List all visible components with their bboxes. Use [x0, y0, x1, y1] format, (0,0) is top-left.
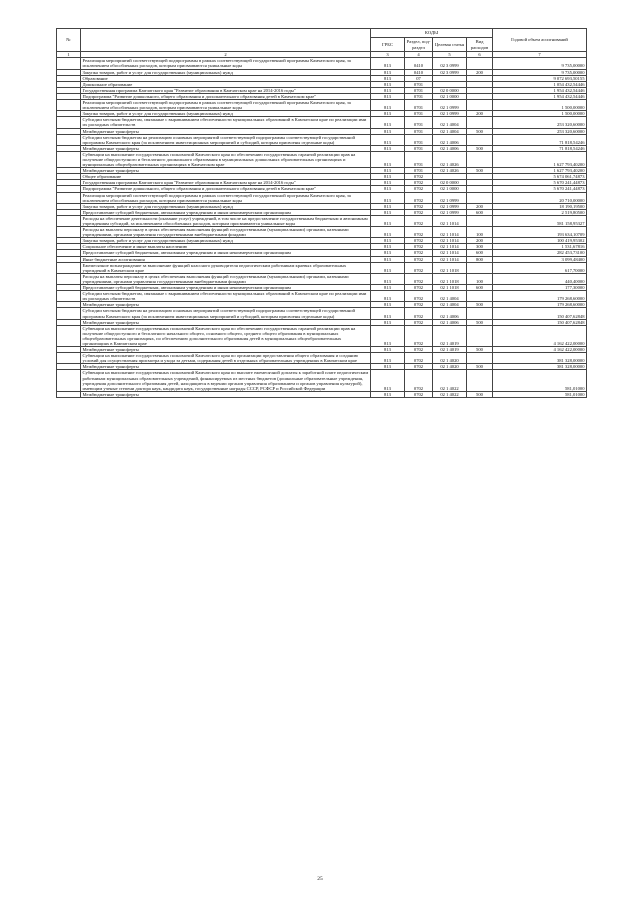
row-sum: 253 320,60000: [493, 117, 587, 128]
row-vid: 100: [467, 273, 493, 284]
row-sum: 381 328,00000: [493, 364, 587, 370]
row-sum: 179 268,60000: [493, 302, 587, 308]
row-text: Расходы на обеспечение деятельности (оказание услуг) учреждений, в том числе на предоставление государственным бюджетным и автономным учреждениям субсидий, за исключением обособленных расходов, которым присваиваются уникальные коды: [81, 215, 371, 226]
header-grbs: ГРБС: [371, 38, 405, 52]
row-grbs: 813: [371, 291, 405, 302]
row-text: Межбюджетные трансферты: [81, 128, 371, 134]
row-text: Ежемесячное вознаграждение за выполнение функций классного руководителя педагогическим работникам краевых образовательных учреждений в Камчатском крае: [81, 262, 371, 273]
row-grbs: 813: [371, 58, 405, 69]
row-num: [57, 192, 81, 203]
row-text: Закупка товаров, работ и услуг для государственных (муниципальных) нужд: [81, 111, 371, 117]
row-cs: 02 1 0000: [433, 186, 467, 192]
row-razdel: 0701: [405, 128, 433, 134]
row-vid: 100: [467, 227, 493, 238]
row-vid: 500: [467, 364, 493, 370]
row-grbs: 813: [371, 180, 405, 186]
table-row: [57, 117, 587, 128]
row-razdel: 0702: [405, 238, 433, 244]
document-page: [56, 28, 586, 398]
row-grbs: 813: [371, 168, 405, 174]
row-grbs: 813: [371, 111, 405, 117]
row-sum: 150 407,62848: [493, 319, 587, 325]
row-vid: 500: [467, 128, 493, 134]
row-sum: 617,70000: [493, 262, 587, 273]
row-text: Межбюджетные трансферты: [81, 391, 371, 397]
row-cs: 02 1 0999: [433, 209, 467, 215]
row-text: Субсидии местным бюджетам на реализацию основных мероприятий соответствующей подпрограммы соответствующей государственной программы Камчатского края (за исключением инвестиционных мероприятий и субсидий, которым присвоены отдельные коды): [81, 308, 371, 319]
row-cs: 02 1 4006: [433, 308, 467, 319]
row-razdel: 0702: [405, 273, 433, 284]
row-text: Межбюджетные трансферты: [81, 347, 371, 353]
row-razdel: 0702: [405, 244, 433, 250]
row-grbs: 813: [371, 186, 405, 192]
row-cs: 02 1 4006: [433, 319, 467, 325]
row-sum: 1 627 793,40200: [493, 168, 587, 174]
row-text: Подпрограмма "Развитие дошкольного, общего образования и дополнительного образования детей в Камчатском крае": [81, 186, 371, 192]
row-sum: 4 162 422,00000: [493, 325, 587, 346]
row-sum: 1 500,00000: [493, 100, 587, 111]
row-vid: 500: [467, 302, 493, 308]
row-vid: 600: [467, 209, 493, 215]
row-sum: 581,01000: [493, 391, 587, 397]
row-text: Субсидии местным бюджетам, связанные с выравниванием обеспеченности муниципальных образований в Камчатском крае по реализации ими их расходных обязательств: [81, 291, 371, 302]
row-text: Закупка товаров, работ и услуг для государственных (муниципальных) нужд: [81, 69, 371, 75]
row-text: Подпрограмма "Развитие дошкольного, общего образования и дополнительного образования детей в Камчатском крае": [81, 93, 371, 99]
row-cs: 02 1 4019: [433, 347, 467, 353]
row-text: Предоставление субсидий бюджетным, автономным учреждениям и иным некоммерческим организациям: [81, 209, 371, 215]
row-text: Дошкольное образование: [81, 81, 371, 87]
row-grbs: 813: [371, 319, 405, 325]
row-sum: 193 634,10709: [493, 227, 587, 238]
row-vid: 500: [467, 347, 493, 353]
row-cs: 02 1 4020: [433, 353, 467, 364]
row-razdel: 0701: [405, 168, 433, 174]
header-cs: Целевая статья: [433, 38, 467, 52]
row-sum: 1 531,67816: [493, 244, 587, 250]
row-grbs: 813: [371, 391, 405, 397]
row-sum: 581 158,95327: [493, 215, 587, 226]
col-number: 5: [433, 52, 467, 58]
row-num: [57, 215, 81, 226]
row-sum: 9 735,00000: [493, 69, 587, 75]
row-sum: 1 627 793,40200: [493, 151, 587, 167]
row-cs: 02 3 0999: [433, 58, 467, 69]
row-sum: 100 419,95302: [493, 238, 587, 244]
row-sum: 9 735,00000: [493, 58, 587, 69]
row-grbs: 813: [371, 364, 405, 370]
row-razdel: 0702: [405, 262, 433, 273]
row-text: Межбюджетные трансферты: [81, 302, 371, 308]
row-razdel: 0702: [405, 227, 433, 238]
row-razdel: 07: [405, 75, 433, 81]
row-grbs: 813: [371, 273, 405, 284]
row-grbs: 813: [371, 308, 405, 319]
row-text: Государственная программа Камчатского края "Развитие образования в Камчатском крае на 2014-2016 годы": [81, 180, 371, 186]
row-grbs: 813: [371, 174, 405, 180]
row-text: Межбюджетные трансферты: [81, 364, 371, 370]
row-razdel: 0701: [405, 93, 433, 99]
row-cs: 02 1 1014: [433, 215, 467, 226]
col-number: 4: [405, 52, 433, 58]
header-name: [81, 29, 371, 52]
row-grbs: 813: [371, 100, 405, 111]
row-cs: 02 1 1014: [433, 244, 467, 250]
row-vid: [467, 134, 493, 145]
row-cs: 02 1 4004: [433, 302, 467, 308]
row-razdel: 0701: [405, 145, 433, 151]
row-text: Межбюджетные трансферты: [81, 319, 371, 325]
row-cs: 02 1 4020: [433, 364, 467, 370]
row-razdel: 0701: [405, 111, 433, 117]
row-grbs: 813: [371, 325, 405, 346]
row-grbs: 813: [371, 209, 405, 215]
row-num: [57, 227, 81, 238]
row-sum: 5 670 241,44873: [493, 186, 587, 192]
row-cs: 02 0 0000: [433, 87, 467, 93]
row-razdel: 0702: [405, 174, 433, 180]
row-text: Субвенции на выполнение государственных полномочий Камчатского края по обеспечению государственных гарантий реализации прав на получение общедоступного и бесплатного начального общего, основного общего, среднего общего образования в муниципальных общеобразовательных организациях, по обеспечению дополнительного образования детей в муниципальных общеобразовательных организациях в Камчатском крае: [81, 325, 371, 346]
row-cs: 02 1 0999: [433, 100, 467, 111]
row-num: [57, 273, 81, 284]
row-sum: 282 453,73100: [493, 250, 587, 256]
row-grbs: 813: [371, 302, 405, 308]
row-grbs: 813: [371, 227, 405, 238]
row-text: Субсидии местным бюджетам, связанные с выравниванием обеспеченности муниципальных образований в Камчатском крае по реализации ими их расходных обязательств: [81, 117, 371, 128]
row-razdel: 0702: [405, 370, 433, 391]
row-cs: 02 1 4004: [433, 291, 467, 302]
row-grbs: 813: [371, 93, 405, 99]
row-razdel: 0702: [405, 391, 433, 397]
row-cs: 02 1 4004: [433, 117, 467, 128]
row-cs: 02 1 1014: [433, 227, 467, 238]
row-razdel: 0702: [405, 250, 433, 256]
row-vid: [467, 151, 493, 167]
row-sum: 5 674 061,74873: [493, 174, 587, 180]
table-row: [57, 58, 587, 69]
row-vid: 500: [467, 168, 493, 174]
row-cs: 02 1 1014: [433, 250, 467, 256]
table-row: [57, 291, 587, 302]
row-cs: 02 1 4004: [433, 128, 467, 134]
row-vid: 500: [467, 145, 493, 151]
row-cs: 02 1 0999: [433, 203, 467, 209]
row-text: Иные бюджетные ассигнования: [81, 256, 371, 262]
row-vid: [467, 370, 493, 391]
row-cs: 02 1 1014: [433, 256, 467, 262]
row-sum: 440,40000: [493, 273, 587, 284]
row-vid: 300: [467, 244, 493, 250]
row-num: [57, 370, 81, 391]
row-grbs: 813: [371, 256, 405, 262]
row-cs: 02 1 0000: [433, 93, 467, 99]
row-razdel: 0410: [405, 69, 433, 75]
row-razdel: 0701: [405, 134, 433, 145]
row-cs: 02 1 0999: [433, 192, 467, 203]
row-grbs: 813: [371, 262, 405, 273]
row-text: Расходы на выплаты персоналу в целях обеспечения выполнения функций государственными (муниципальными) органами, казенными учреждениями, органами управления государственными внебюджетными фондами: [81, 227, 371, 238]
row-razdel: 0702: [405, 302, 433, 308]
row-num: [57, 117, 81, 128]
table-row: [57, 227, 587, 238]
row-vid: 200: [467, 238, 493, 244]
row-vid: 600: [467, 250, 493, 256]
row-text: Расходы на выплаты персоналу в целях обеспечения выполнения функций государственными (муниципальными) органами, казенными учреждениями, органами управления государственными внебюджетными фондами: [81, 273, 371, 284]
row-num: [57, 151, 81, 167]
row-vid: 200: [467, 69, 493, 75]
row-text: Межбюджетные трансферты: [81, 145, 371, 151]
row-num: [57, 353, 81, 364]
row-cs: 02 1 1018: [433, 285, 467, 291]
row-text: Субвенции на выполнение государственных полномочий Камчатского края по организации предоставления общего образования и созданию условий для осуществления присмотра и ухода за детьми, содержания детей в отдельных образовательных учреждениях в Камчатском крае: [81, 353, 371, 364]
row-sum: 2 519,80500: [493, 209, 587, 215]
row-razdel: 0702: [405, 215, 433, 226]
row-sum: 5 670 241,44873: [493, 180, 587, 186]
row-grbs: 813: [371, 238, 405, 244]
row-sum: 1 954 432,54446: [493, 93, 587, 99]
row-text: Социальное обеспечение и иные выплаты населению: [81, 244, 371, 250]
header-codes: КОДЫ: [371, 29, 493, 38]
row-vid: 500: [467, 391, 493, 397]
row-text: Закупка товаров, работ и услуг для государственных (муниципальных) нужд: [81, 203, 371, 209]
row-num: [57, 391, 81, 397]
row-razdel: 0702: [405, 285, 433, 291]
row-grbs: 813: [371, 128, 405, 134]
row-razdel: 0701: [405, 117, 433, 128]
row-sum: 71 818,54246: [493, 134, 587, 145]
row-razdel: 0702: [405, 319, 433, 325]
row-grbs: 813: [371, 215, 405, 226]
row-text: Реализация мероприятий соответствующей подпрограммы в рамках соответствующей государственной программы Камчатского края, за исключением обособленных расходов, которым присваиваются уникальные коды: [81, 58, 371, 69]
row-cs: 02 1 4019: [433, 325, 467, 346]
row-vid: 800: [467, 256, 493, 262]
row-grbs: 813: [371, 134, 405, 145]
row-grbs: 813: [371, 353, 405, 364]
table-row: [57, 353, 587, 364]
row-razdel: 0702: [405, 308, 433, 319]
row-grbs: 813: [371, 347, 405, 353]
row-cs: 02 1 1014: [433, 238, 467, 244]
col-number: 3: [371, 52, 405, 58]
row-vid: [467, 215, 493, 226]
row-text: Реализация мероприятий соответствующей подпрограммы в рамках соответствующей государственной программы Камчатского края, за исключением обособленных расходов, которым присваиваются уникальные коды: [81, 192, 371, 203]
row-razdel: 0701: [405, 151, 433, 167]
row-grbs: 813: [371, 87, 405, 93]
row-text: Субсидии местным бюджетам на реализацию основных мероприятий соответствующей подпрограммы соответствующей государственной программы Камчатского края (за исключением инвестиционных мероприятий и субсидий, которым присвоены отдельные коды): [81, 134, 371, 145]
header-amount: Годовой объем ассигнований: [493, 29, 587, 52]
row-cs: 02 1 4006: [433, 145, 467, 151]
row-text: Предоставление субсидий бюджетным, автономным учреждениям и иным некоммерческим организациям: [81, 250, 371, 256]
row-grbs: 813: [371, 370, 405, 391]
row-sum: 3 099,48400: [493, 256, 587, 262]
row-cs: 02 1 1018: [433, 273, 467, 284]
row-cs: 02 1 4026: [433, 168, 467, 174]
row-num: [57, 100, 81, 111]
row-razdel: 0702: [405, 186, 433, 192]
row-cs: 02 1 4006: [433, 134, 467, 145]
row-vid: [467, 58, 493, 69]
row-sum: 1 954 432,54446: [493, 87, 587, 93]
row-text: Закупка товаров, работ и услуг для государственных (муниципальных) нужд: [81, 238, 371, 244]
row-cs: 02 1 4026: [433, 151, 467, 167]
page-number: 25: [317, 876, 323, 882]
row-cs: 02 1 4022: [433, 370, 467, 391]
header-num: №: [57, 29, 81, 52]
header-razdel: Раздел, под-раздел: [405, 38, 433, 52]
table-row: [57, 308, 587, 319]
table-row: [57, 100, 587, 111]
row-sum: 1 500,00000: [493, 111, 587, 117]
row-text: Государственная программа Камчатского края "Развитие образования в Камчатском крае на 2014-2016 годы": [81, 87, 371, 93]
row-grbs: 813: [371, 145, 405, 151]
row-num: [57, 325, 81, 346]
col-number: 2: [81, 52, 371, 58]
row-text: Субвенции на выполнение государственных полномочий Камчатского края по выплате ежемесячной доплаты к заработной плате педагогическим работникам муниципальных образовательных учреждений, финансируемых из местных бюджетов (дошкольные образовательные учреждения, учреждения дополнительного образования детей, находящиеся в ведении органов управления образованием и органов управления культурой), имеющим ученые степени доктора наук, кандидата наук, государственные награды СССР, РСФСР и Российской Федерации: [81, 370, 371, 391]
row-sum: 253 320,60000: [493, 128, 587, 134]
row-sum: 4 162 422,00000: [493, 347, 587, 353]
row-razdel: 0702: [405, 209, 433, 215]
row-cs: 02 3 0999: [433, 69, 467, 75]
row-sum: 177,30000: [493, 285, 587, 291]
table-row: [57, 215, 587, 226]
row-cs: 02 1 4022: [433, 391, 467, 397]
row-vid: [467, 308, 493, 319]
row-text: Образование: [81, 75, 371, 81]
table-row: [57, 325, 587, 346]
row-razdel: 0410: [405, 58, 433, 69]
table-body: [57, 58, 587, 398]
table-row: [57, 151, 587, 167]
row-vid: 200: [467, 203, 493, 209]
col-number: 7: [493, 52, 587, 58]
row-vid: 200: [467, 111, 493, 117]
row-num: [57, 291, 81, 302]
table-row: [57, 273, 587, 284]
row-sum: 18 190,19500: [493, 203, 587, 209]
row-sum: 20 710,00000: [493, 192, 587, 203]
row-vid: [467, 192, 493, 203]
row-sum: 1 054 432,54446: [493, 81, 587, 87]
row-razdel: 0702: [405, 192, 433, 203]
row-sum: 9 072 693,50155: [493, 75, 587, 81]
row-grbs: 813: [371, 203, 405, 209]
row-vid: [467, 325, 493, 346]
row-grbs: 813: [371, 285, 405, 291]
row-razdel: 0702: [405, 203, 433, 209]
table-row: [57, 391, 587, 397]
row-vid: [467, 100, 493, 111]
row-cs: 02 1 0999: [433, 111, 467, 117]
row-sum: 581,01000: [493, 370, 587, 391]
row-sum: 179 268,60000: [493, 291, 587, 302]
row-num: [57, 134, 81, 145]
row-razdel: 0701: [405, 100, 433, 111]
row-num: [57, 58, 81, 69]
table-row: [57, 134, 587, 145]
row-vid: [467, 117, 493, 128]
row-cs: 02 1 1018: [433, 262, 467, 273]
row-razdel: 0701: [405, 87, 433, 93]
col-number: 6: [467, 52, 493, 58]
table-row: [57, 262, 587, 273]
col-number: 1: [57, 52, 81, 58]
row-num: [57, 308, 81, 319]
row-sum: 381 328,00000: [493, 353, 587, 364]
row-vid: [467, 291, 493, 302]
row-razdel: 0702: [405, 347, 433, 353]
row-text: Субвенции на выполнение государственных полномочий Камчатского края по обеспечению государственных гарантий реализации прав на получение общедоступного и бесплатного дошкольного образования в муниципальных дошкольных образовательных организациях и муниципальных общеобразовательных организациях в Камчатском крае: [81, 151, 371, 167]
row-grbs: 813: [371, 250, 405, 256]
row-razdel: 0701: [405, 81, 433, 87]
row-razdel: 0702: [405, 364, 433, 370]
row-razdel: 0702: [405, 353, 433, 364]
row-cs: 02 0 0000: [433, 180, 467, 186]
table-row: [57, 192, 587, 203]
row-sum: 150 407,62848: [493, 308, 587, 319]
row-grbs: 813: [371, 69, 405, 75]
row-text: Предоставление субсидий бюджетным, автономным учреждениям и иным некоммерческим организациям: [81, 285, 371, 291]
row-text: Реализация мероприятий соответствующей подпрограммы в рамках соответствующей государственной программы Камчатского края, за исключением обособленных расходов, которым присваиваются уникальные коды: [81, 100, 371, 111]
row-grbs: 813: [371, 81, 405, 87]
row-razdel: 0702: [405, 291, 433, 302]
budget-table: [56, 28, 587, 398]
header-vid: Вид расходов: [467, 38, 493, 52]
row-text: Общее образование: [81, 174, 371, 180]
row-vid: [467, 353, 493, 364]
row-text: Межбюджетные трансферты: [81, 168, 371, 174]
row-vid: [467, 262, 493, 273]
row-vid: 600: [467, 285, 493, 291]
row-grbs: 813: [371, 117, 405, 128]
table-row: [57, 370, 587, 391]
row-grbs: 813: [371, 151, 405, 167]
row-grbs: 813: [371, 244, 405, 250]
row-grbs: 813: [371, 192, 405, 203]
row-razdel: 0702: [405, 325, 433, 346]
row-sum: 71 818,54246: [493, 145, 587, 151]
row-vid: 500: [467, 319, 493, 325]
row-num: [57, 262, 81, 273]
row-grbs: 813: [371, 75, 405, 81]
row-razdel: 0702: [405, 256, 433, 262]
row-razdel: 0702: [405, 180, 433, 186]
